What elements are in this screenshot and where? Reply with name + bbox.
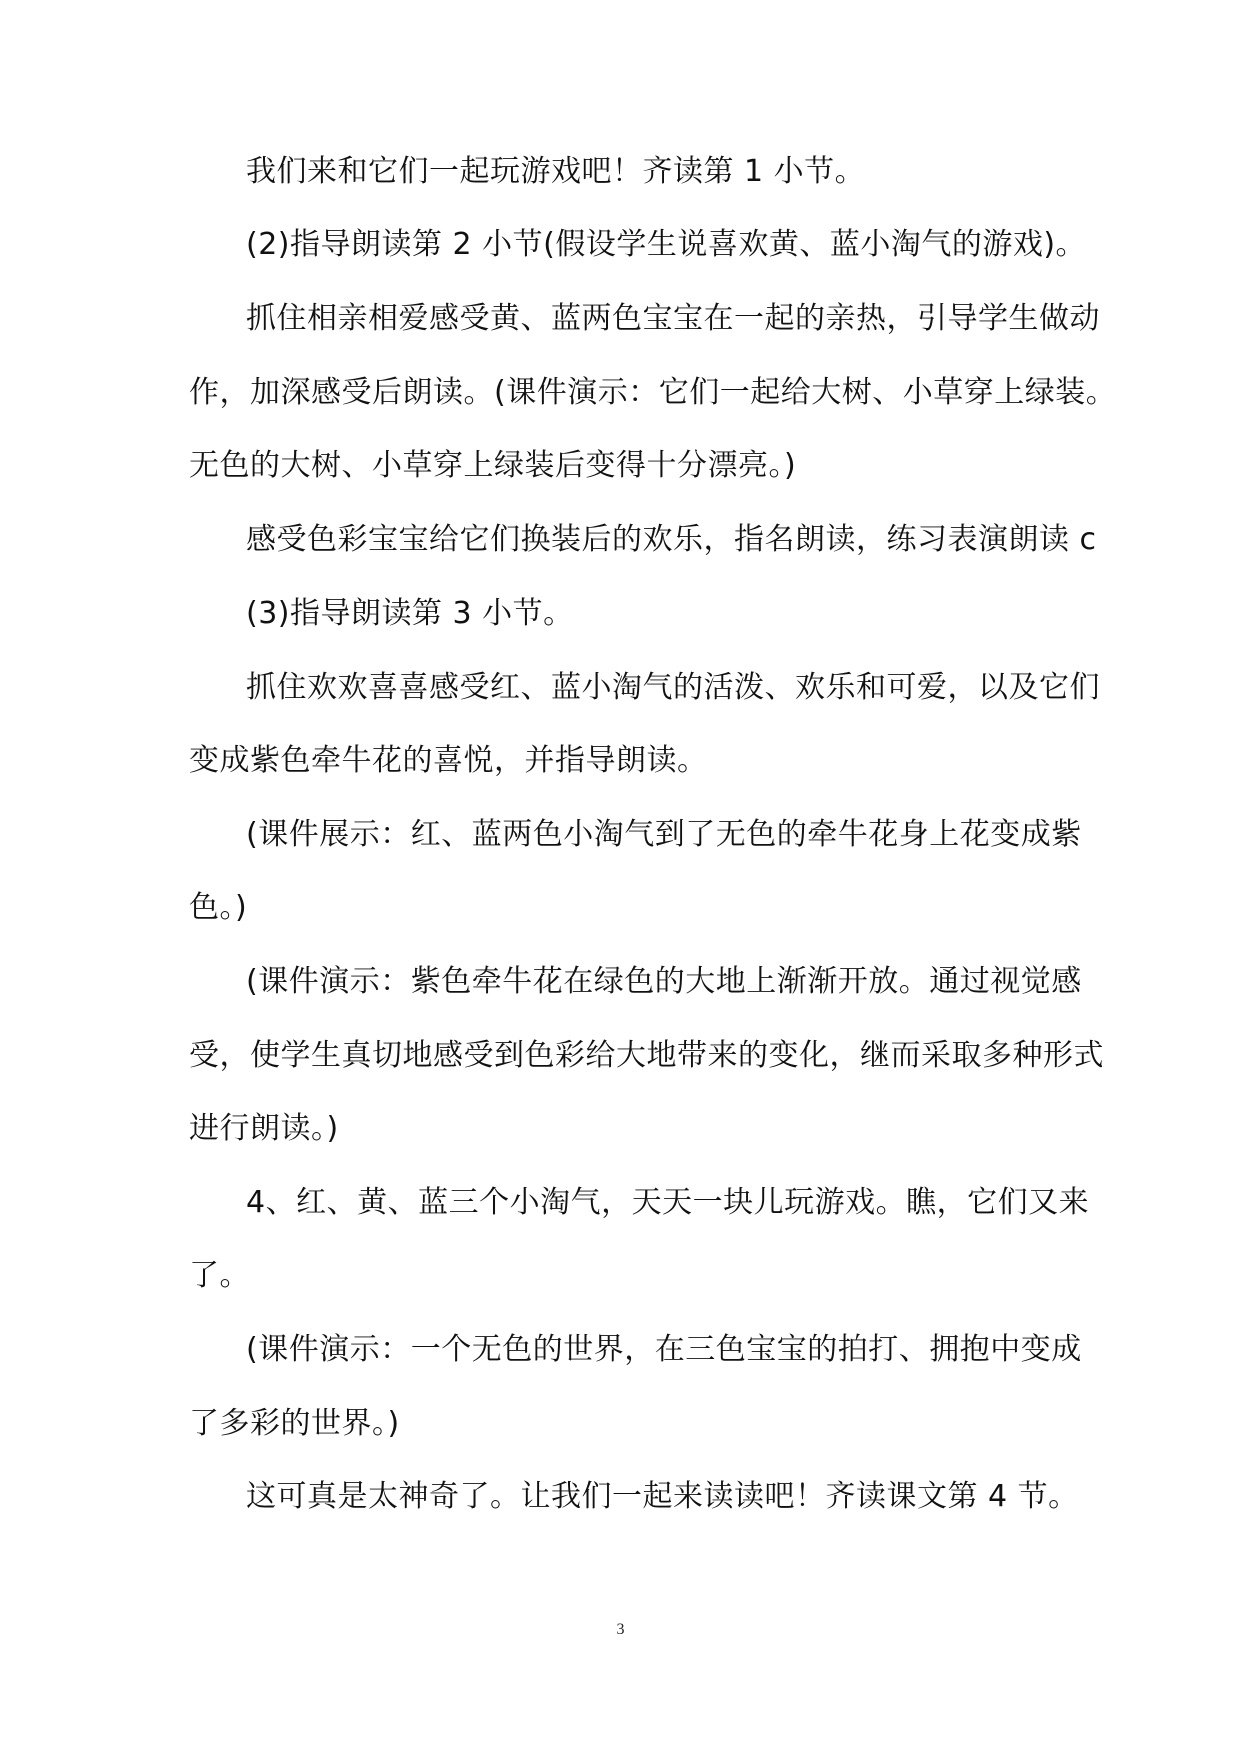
text-line: (课件演示：一个无色的世界，在三色宝宝的拍打、拥抱中变成 — [246, 1332, 1082, 1367]
text-line: 抓住相亲相爱感受黄、蓝两色宝宝在一起的亲热，引导学生做动 — [246, 301, 1100, 336]
text-line: 感受色彩宝宝给它们换装后的欢乐，指名朗读，练习表演朗读 c — [246, 522, 1097, 557]
text-line: 了。 — [189, 1258, 250, 1293]
text-line: 这可真是太神奇了。让我们一起来读读吧！齐读课文第 4 节。 — [246, 1479, 1079, 1514]
text-line: (2)指导朗读第 2 小节(假设学生说喜欢黄、蓝小淘气的游戏)。 — [246, 227, 1087, 262]
text-line: 受，使学生真切地感受到色彩给大地带来的变化，继而采取多种形式 — [189, 1038, 1104, 1073]
text-line: 抓住欢欢喜喜感受红、蓝小淘气的活泼、欢乐和可爱，以及它们 — [246, 670, 1100, 705]
text-line: 无色的大树、小草穿上绿装后变得十分漂亮。) — [189, 448, 797, 483]
text-line: 作，加深感受后朗读。(课件演示：它们一起给大树、小草穿上绿装。 — [189, 375, 1117, 410]
text-line: 了多彩的世界。) — [189, 1406, 400, 1441]
text-line: 进行朗读。) — [189, 1111, 339, 1146]
text-line: 4、红、黄、蓝三个小淘气，天天一块儿玩游戏。瞧，它们又来 — [246, 1185, 1090, 1220]
text-line: 我们来和它们一起玩游戏吧！齐读第 1 小节。 — [246, 154, 866, 189]
text-line: (课件演示：紫色牵牛花在绿色的大地上渐渐开放。通过视觉感 — [246, 964, 1082, 999]
text-line: (3)指导朗读第 3 小节。 — [246, 596, 574, 631]
text-line: (课件展示：红、蓝两色小淘气到了无色的牵牛花身上花变成紫 — [246, 817, 1082, 852]
page-number: 3 — [616, 1621, 625, 1638]
text-line: 色。) — [189, 890, 248, 925]
text-line: 变成紫色牵牛花的喜悦，并指导朗读。 — [189, 743, 708, 778]
